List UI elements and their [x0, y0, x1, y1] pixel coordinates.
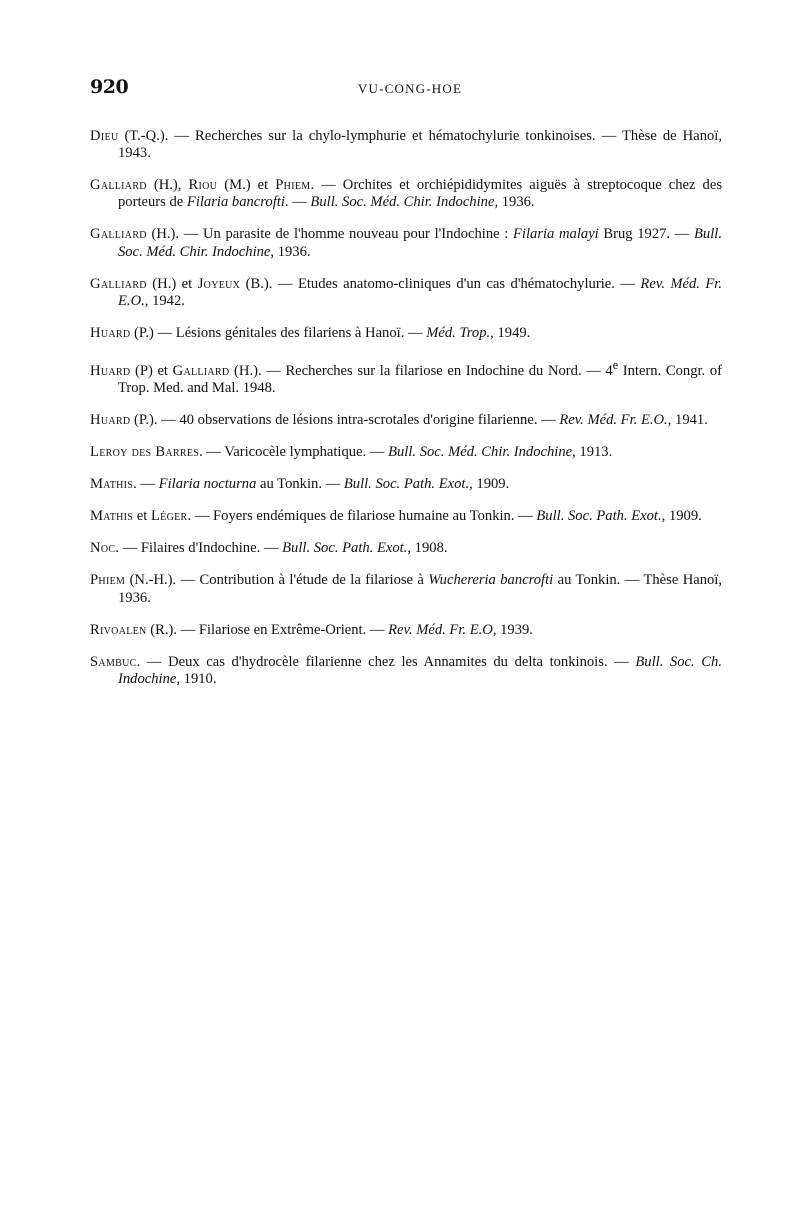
reference-entry [90, 572, 722, 607]
journal-title: Bull. Soc. Méd. Chir. Indochine [118, 226, 722, 260]
reference-text: (H.). — Un parasite de l'homme nouveau pour l'Indochine : [146, 226, 513, 243]
journal-title: Bull. Soc. Path. Exot. [282, 540, 408, 557]
running-title: VU-CONG-HOE [357, 81, 463, 96]
reference-text: (H.). — Recherches sur la filariose en Indochine du Nord. — 4 [229, 363, 613, 380]
species-name: Filaria malayi [513, 226, 599, 243]
reference-text: , 1913. [572, 444, 613, 461]
reference-entry [90, 325, 722, 342]
page-header [90, 76, 730, 102]
journal-title: Rev. Méd. Fr. E.O [388, 621, 493, 638]
author: Riou [188, 177, 218, 193]
reference-text: (M.) et [217, 177, 276, 193]
reference-entry [90, 357, 722, 398]
reference-text: (H.), [146, 177, 189, 193]
reference-text: Intern. Congr. of Trop. Med. and Mal. 1948. [118, 363, 722, 397]
author: Léger [150, 508, 188, 525]
reference-text: , 1936. [494, 194, 535, 211]
ordinal-superscript: e [612, 358, 619, 373]
author: Galliard [90, 226, 147, 243]
reference-text: . — Varicocèle lymphatique. — [199, 444, 389, 461]
reference-entry [90, 622, 722, 639]
author: Sambuc [90, 653, 137, 670]
author: Galliard [90, 275, 147, 292]
reference-entry [90, 128, 722, 163]
journal-title: Méd. Trop. [426, 325, 491, 342]
journal-title: Rev. Méd. Fr. E.O. [118, 275, 723, 310]
author: Galliard [90, 177, 147, 193]
reference-text: , 1942. [144, 293, 185, 310]
reference-text: (H.) et [146, 275, 198, 292]
species-name: Filaria bancrofti [186, 194, 285, 211]
reference-text: . — Deux cas d'hydrocèle filarienne chez les Annamites du delta tonkinois. — [136, 653, 636, 670]
reference-entry [90, 226, 722, 261]
reference-entry [90, 508, 722, 525]
reference-text: (T.-Q.). — Recherches sur la chylo-lymphurie et hématochylurie tonkinoises. — Thèse de Hanoï, 1943. [118, 127, 722, 161]
reference-list [90, 113, 722, 692]
reference-entry [90, 276, 722, 311]
journal-title: Bull. Soc. Path. Exot. [536, 508, 662, 525]
reference-entry [90, 540, 722, 557]
author: Huard [90, 325, 131, 342]
journal-title: Bull. Soc. Méd. Chir. Indochine [388, 444, 573, 461]
author: Dieu [90, 127, 119, 144]
reference-text: , 1939. [492, 621, 533, 638]
author: Leroy des Barres [90, 444, 200, 461]
reference-text: (N.-H.). — Contribution à l'étude de la filariose à [125, 572, 429, 589]
reference-text: (B.). — Etudes anatomo-cliniques d'un cas d'hématochylurie. — [240, 275, 641, 292]
reference-entry [90, 654, 722, 689]
author: Galliard [172, 363, 230, 380]
species-name: Wuchereria bancrofti [428, 572, 554, 589]
reference-text: au Tonkin. — Thèse Hanoï, 1936. [118, 572, 723, 606]
reference-text: (P.) — Lésions génitales des filariens à Hanoï. — [130, 325, 427, 342]
reference-text: , 1910. [176, 671, 217, 688]
author: Noc [90, 540, 116, 557]
reference-text: . — Orchites et orchiépididymites aiguës à streptocoque chez des porteurs de [118, 177, 723, 211]
journal-title: Bull. Soc. Path. Exot. [343, 476, 470, 493]
author: Rivoalen [90, 621, 147, 638]
author: Phiem [90, 572, 126, 589]
species-name: Filaria nocturna [158, 476, 257, 493]
author: Huard [90, 412, 131, 429]
author: Mathis [90, 508, 134, 525]
reference-entry [90, 412, 722, 429]
reference-text: , 1941. [667, 412, 708, 429]
reference-text: (P) et [130, 363, 173, 380]
reference-text: , 1909. [469, 476, 510, 493]
journal-title: Bull. Soc. Méd. Chir. Indochine [310, 194, 495, 211]
journal-title: Bull. Soc. Ch. Indochine [118, 653, 722, 688]
author: Phiem [275, 177, 311, 193]
reference-text: . — Foyers endémiques de filariose humaine au Tonkin. — [187, 508, 537, 525]
reference-text: . — [133, 476, 159, 493]
reference-text: , 1909. [661, 508, 702, 525]
reference-text: . — Filaires d'Indochine. — [115, 540, 283, 557]
reference-entry [90, 476, 722, 493]
reference-text: et [133, 508, 151, 525]
reference-text: , 1949. [490, 325, 531, 342]
journal-title: Rev. Méd. Fr. E.O. [559, 412, 668, 429]
page-number: 920 [90, 76, 129, 98]
reference-text: au Tonkin. — [256, 476, 344, 493]
reference-text: . — [284, 194, 311, 211]
reference-text: , 1908. [407, 540, 448, 557]
reference-text: (R.). — Filariose en Extrême-Orient. — [146, 621, 389, 638]
reference-text: Brug 1927. — [598, 226, 694, 243]
author: Mathis [90, 476, 134, 493]
reference-text: (P.). — 40 observations de lésions intra-scrotales d'origine filarienne. — [130, 412, 560, 429]
reference-text: , 1936. [270, 243, 311, 260]
author: Huard [90, 363, 131, 380]
reference-entry [90, 177, 722, 212]
reference-entry [90, 444, 722, 461]
author: Joyeux [197, 275, 241, 292]
